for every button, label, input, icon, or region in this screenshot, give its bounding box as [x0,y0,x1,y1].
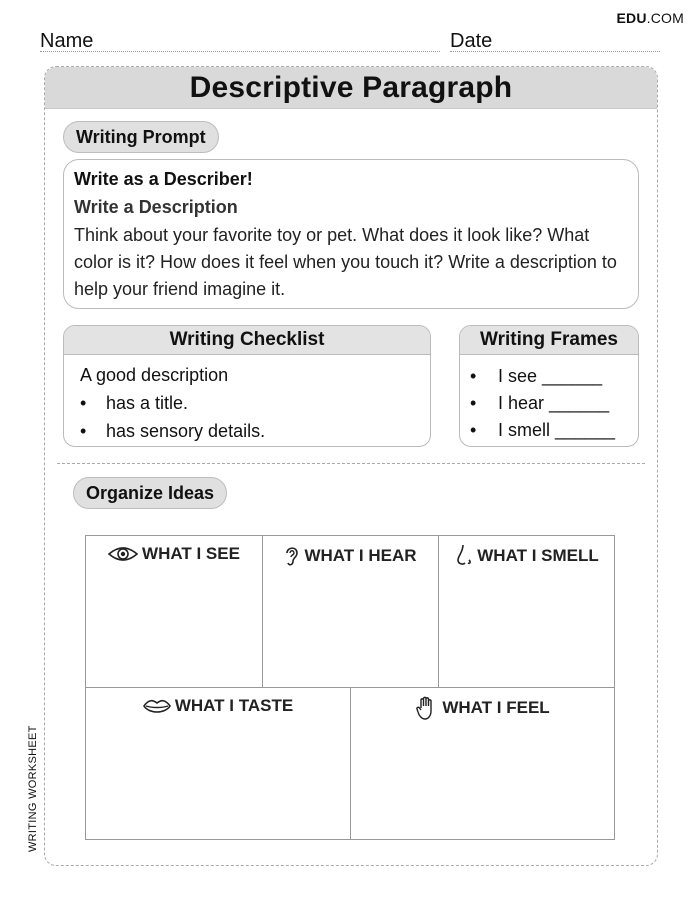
nose-icon [455,544,473,568]
date-field[interactable] [450,30,660,52]
side-label: WRITING WORKSHEET [27,725,39,852]
checklist-item: • has a title. [80,389,414,417]
section-divider [57,463,645,464]
cell-smell[interactable] [439,536,615,688]
checklist-list [80,389,414,445]
prompt-body: Think about your favorite toy or pet. What does it look like? What color is it? How does it feel when you touch it? Write a description to help your friend imagine it. [74,225,617,299]
writing-prompt-box [63,159,639,309]
cell-smell-label: WHAT I SMELL [477,546,599,565]
hand-icon [416,696,438,720]
writing-prompt-label: Writing Prompt [63,121,219,153]
checklist-intro: A good description [80,365,229,385]
writing-checklist-box [63,325,431,447]
title-bar [45,67,657,109]
prompt-subheading: Write a Description [74,197,238,217]
worksheet-frame [44,66,658,866]
name-label: Name [40,30,94,52]
date-label: Date [450,30,493,52]
lips-icon [143,697,171,715]
cell-hear[interactable] [263,536,439,688]
cell-feel-label: WHAT I FEEL [442,698,550,717]
writing-frames-box [459,325,639,447]
frame-item: • I smell ______ [470,417,628,444]
eye-icon [108,545,138,563]
organize-ideas-label: Organize Ideas [73,477,227,509]
brand-bold: EDU [616,10,647,26]
checklist-title: Writing Checklist [64,326,430,355]
frames-title: Writing Frames [460,326,638,355]
brand-logo [616,10,684,26]
prompt-heading: Write as a Describer! [74,169,253,189]
name-field[interactable] [40,30,440,52]
checklist-item: • has sensory details. [80,417,414,445]
brand-light: .COM [646,10,684,26]
cell-hear-label: WHAT I HEAR [304,546,417,565]
page-title: Descriptive Paragraph [189,70,513,104]
frame-item: • I see ______ [470,363,628,390]
organize-grid [85,535,615,840]
cell-see-label: WHAT I SEE [142,544,240,563]
cell-taste-label: WHAT I TASTE [174,696,294,715]
cell-taste[interactable] [86,688,351,840]
cell-see[interactable] [86,536,263,688]
ear-icon [284,544,300,568]
cell-feel[interactable] [351,688,615,840]
frame-item: • I hear ______ [470,390,628,417]
frames-list [460,355,638,447]
